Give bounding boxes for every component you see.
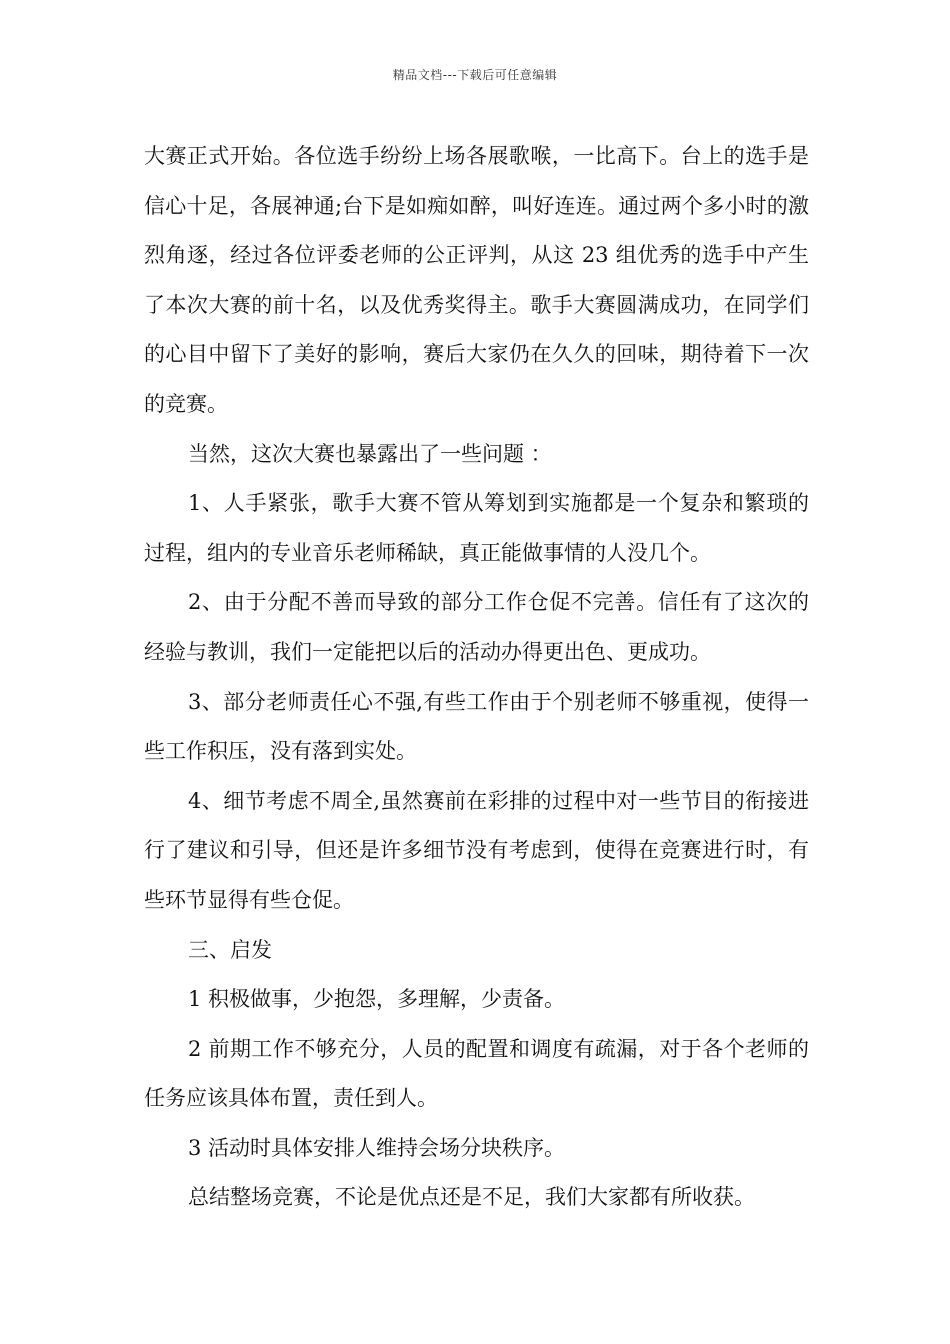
- paragraph-problems-intro: 当然，这次大赛也暴露出了一些问题 ：: [188, 441, 552, 466]
- paragraph-problem-2: 2、由于分配不善而导致的部分工作仓促不完善。信任有了这次的经验与教训，我们一定能把以后的活动办得更出色、更成功。: [144, 590, 809, 664]
- paragraph-contest-summary: 大赛正式开始。各位选手纷纷上场各展歌喉，一比高下。台上的选手是信心十足，各展神通;台下是如痴如醉，叫好连连。通过两个多小时的激烈角逐，经过各位评委老师的公正评判，从这 23 组优秀的选手中产生了本次大赛的前十名，以及优秀奖得主。歌手大赛圆满成功，在同学们的心目中留下了美好的影响，赛后大家仍在久久的回味，期待着下一次的竞赛。: [144, 144, 809, 416]
- paragraph-inspiration-1: 1 积极做事，少抱怨，多理解，少责备。: [188, 987, 566, 1012]
- paragraph-problem-3: 3、部分老师责任心不强,有些工作由于个别老师不够重视，使得一些工作积压，没有落到实处。: [144, 689, 809, 764]
- page-header: 精品文档---下载后可任意编辑: [392, 68, 558, 82]
- section-heading-inspiration: 三、启发: [188, 937, 272, 962]
- paragraph-problem-1: 1、人手紧张，歌手大赛不管从筹划到实施都是一个复杂和繁琐的过程，组内的专业音乐老师稀缺，真正能做事情的人没几个。: [144, 491, 809, 565]
- document-body: [144, 132, 809, 1223]
- paragraph-inspiration-2: 2 前期工作不够充分，人员的配置和调度有疏漏，对于各个老师的任务应该具体布置，责任到人。: [144, 1036, 809, 1111]
- paragraph-problem-4: 4、细节考虑不周全,虽然赛前在彩排的过程中对一些节目的衔接进行了建议和引导，但还是许多细节没有考虑到，使得在竞赛进行时，有些环节显得有些仓促。: [144, 788, 809, 912]
- paragraph-conclusion: 总结整场竞赛，不论是优点还是不足，我们大家都有所收获。: [188, 1185, 755, 1210]
- paragraph-inspiration-3: 3 活动时具体安排人维持会场分块秩序。: [188, 1135, 566, 1160]
